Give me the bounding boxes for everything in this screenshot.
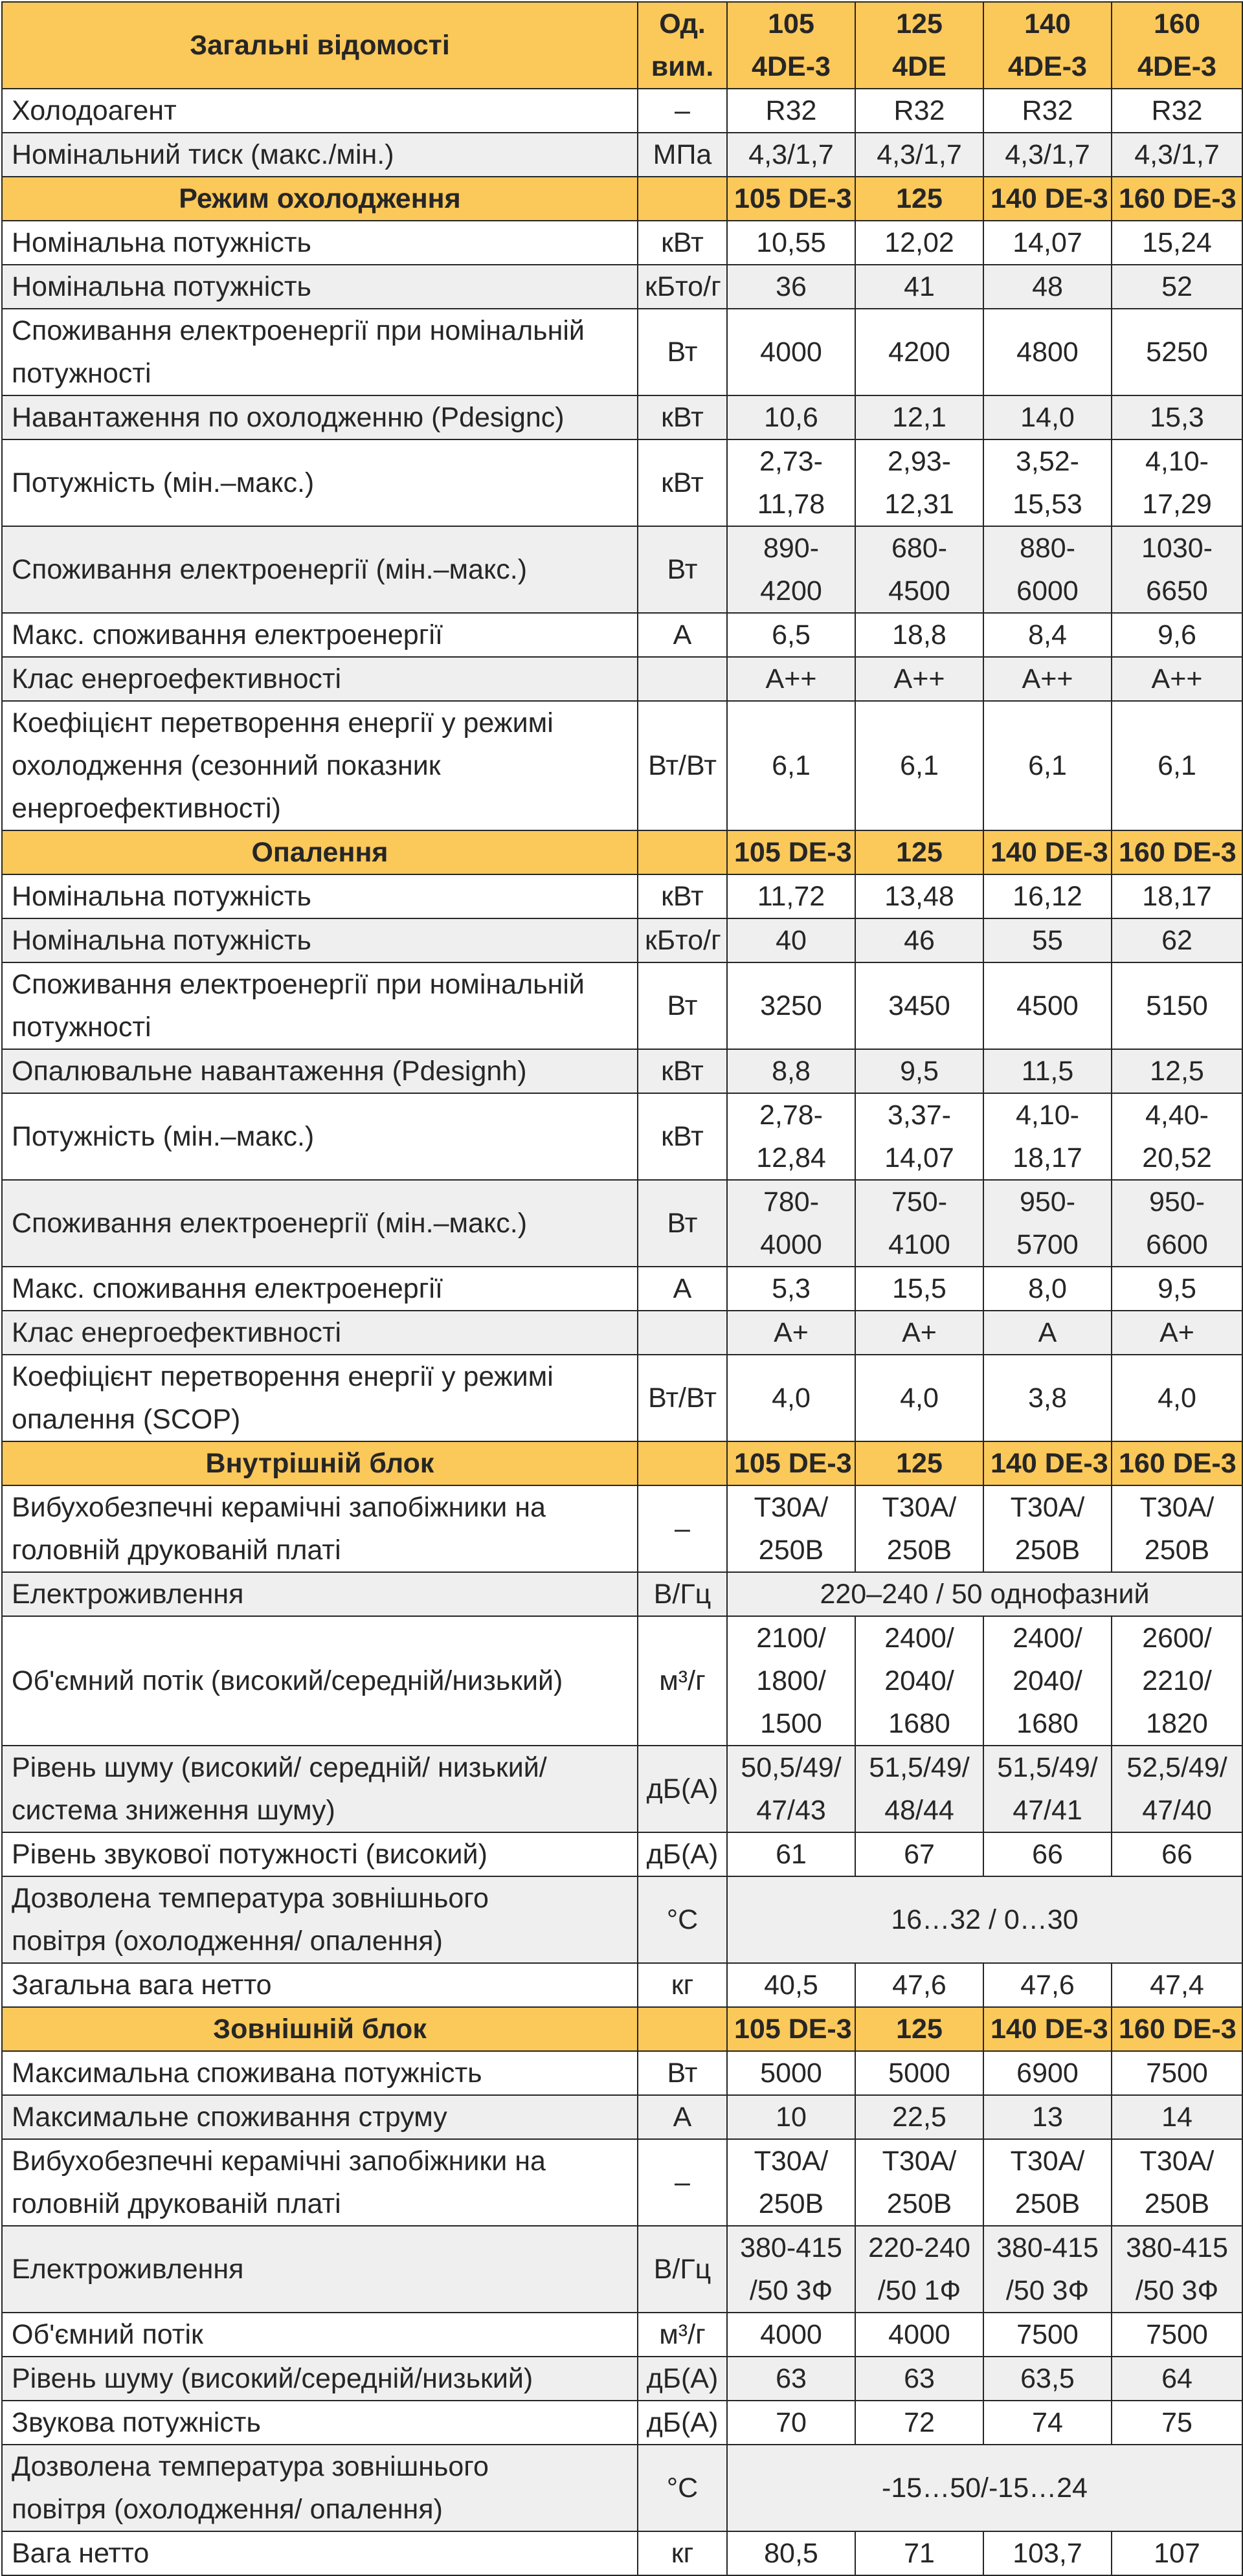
section-model: 105 DE-3 xyxy=(727,2007,855,2051)
value-cell: 6,1 xyxy=(727,701,855,830)
table-row xyxy=(2,1355,1242,1441)
unit-cell: дБ(А) xyxy=(638,1746,727,1832)
table-row xyxy=(2,1485,1242,1572)
header-model: 140 4DE-3 xyxy=(983,2,1112,89)
value-cell: 3450 xyxy=(855,962,983,1049)
table-row xyxy=(2,439,1242,526)
value-cell: 7500 xyxy=(1112,2313,1242,2357)
value-cell: 12,5 xyxy=(1112,1049,1242,1093)
table-row xyxy=(2,613,1242,657)
table-row xyxy=(2,395,1242,439)
value-cell: 75 xyxy=(1112,2401,1242,2445)
value-cell: A xyxy=(983,1311,1112,1355)
value-cell: 51,5/49/ 47/41 xyxy=(983,1746,1112,1832)
param-label: Коефіцієнт перетворення енергії у режимі охолодження (сезонний показник енергоефективності) xyxy=(2,701,638,830)
param-label: Загальна вага нетто xyxy=(2,1963,638,2007)
value-cell: 5,3 xyxy=(727,1267,855,1311)
param-label: Рівень шуму (високий/середній/низький) xyxy=(2,2357,638,2401)
value-cell: 2600/ 2210/ 1820 xyxy=(1112,1616,1242,1746)
value-cell: 220-240 /50 1Ф xyxy=(855,2226,983,2313)
unit-cell: кВт xyxy=(638,1093,727,1180)
value-cell: 8,8 xyxy=(727,1049,855,1093)
value-cell: 14,07 xyxy=(983,221,1112,265)
value-cell: 380-415 /50 3Ф xyxy=(1112,2226,1242,2313)
section-model: 105 DE-3 xyxy=(727,1441,855,1485)
value-cell: 880- 6000 xyxy=(983,526,1112,613)
merged-value-cell: -15…50/-15…24 xyxy=(727,2445,1242,2531)
value-cell: A+ xyxy=(1112,1311,1242,1355)
table-row xyxy=(2,1832,1242,1876)
unit-cell: °C xyxy=(638,2445,727,2531)
value-cell: 380-415 /50 3Ф xyxy=(983,2226,1112,2313)
value-cell: 13,48 xyxy=(855,874,983,918)
section-title: Зовнішній блок xyxy=(2,2007,638,2051)
section-unit-cell xyxy=(638,177,727,221)
unit-cell: дБ(А) xyxy=(638,1832,727,1876)
value-cell: 5250 xyxy=(1112,309,1242,395)
section-title: Опалення xyxy=(2,830,638,874)
table-row xyxy=(2,1963,1242,2007)
value-cell: 64 xyxy=(1112,2357,1242,2401)
unit-cell: Вт/Вт xyxy=(638,1355,727,1441)
table-row xyxy=(2,657,1242,701)
value-cell: A+ xyxy=(855,1311,983,1355)
param-label: Максимальна споживана потужність xyxy=(2,2051,638,2095)
merged-value-cell: 220–240 / 50 однофазний xyxy=(727,1572,1242,1616)
param-label: Об'ємний потік xyxy=(2,2313,638,2357)
section-model: 125 xyxy=(855,1441,983,1485)
value-cell: 9,5 xyxy=(1112,1267,1242,1311)
table-row xyxy=(2,2139,1242,2226)
table-row xyxy=(2,701,1242,830)
value-cell: 74 xyxy=(983,2401,1112,2445)
value-cell: 3,8 xyxy=(983,1355,1112,1441)
value-cell: 4000 xyxy=(727,309,855,395)
value-cell: T30A/ 250В xyxy=(983,2139,1112,2226)
value-cell: T30A/ 250В xyxy=(1112,2139,1242,2226)
value-cell: 4,10- 18,17 xyxy=(983,1093,1112,1180)
value-cell: 890- 4200 xyxy=(727,526,855,613)
table-header-row xyxy=(2,2,1242,89)
value-cell: 11,72 xyxy=(727,874,855,918)
value-cell: 4,0 xyxy=(1112,1355,1242,1441)
value-cell: 2400/ 2040/ 1680 xyxy=(855,1616,983,1746)
value-cell: A+ xyxy=(727,1311,855,1355)
table-row xyxy=(2,2051,1242,2095)
unit-cell: – xyxy=(638,1485,727,1572)
value-cell: 2400/ 2040/ 1680 xyxy=(983,1616,1112,1746)
value-cell: T30A/ 250В xyxy=(855,1485,983,1572)
value-cell: 47,6 xyxy=(855,1963,983,2007)
table-row xyxy=(2,1311,1242,1355)
value-cell: 4,0 xyxy=(855,1355,983,1441)
value-cell: 4000 xyxy=(855,2313,983,2357)
value-cell: 36 xyxy=(727,265,855,309)
value-cell: 6,1 xyxy=(983,701,1112,830)
unit-cell: кВт xyxy=(638,395,727,439)
value-cell: 15,3 xyxy=(1112,395,1242,439)
section-header-row xyxy=(2,830,1242,874)
header-model: 125 4DE xyxy=(855,2,983,89)
value-cell: 46 xyxy=(855,918,983,962)
param-label: Макс. споживання електроенергії xyxy=(2,613,638,657)
section-model: 105 DE-3 xyxy=(727,830,855,874)
section-model: 160 DE-3 xyxy=(1112,177,1242,221)
unit-cell: Вт xyxy=(638,309,727,395)
value-cell: 11,5 xyxy=(983,1049,1112,1093)
value-cell: 2100/ 1800/ 1500 xyxy=(727,1616,855,1746)
value-cell: 40,5 xyxy=(727,1963,855,2007)
spec-table xyxy=(1,1,1243,2576)
unit-cell: Вт xyxy=(638,1180,727,1267)
param-label: Номінальна потужність xyxy=(2,265,638,309)
section-title: Внутрішній блок xyxy=(2,1441,638,1485)
value-cell: 3250 xyxy=(727,962,855,1049)
unit-cell: МПа xyxy=(638,133,727,177)
value-cell: A++ xyxy=(855,657,983,701)
table-row xyxy=(2,1616,1242,1746)
table-row xyxy=(2,1572,1242,1616)
merged-value-cell: 16…32 / 0…30 xyxy=(727,1876,1242,1963)
value-cell: 7500 xyxy=(983,2313,1112,2357)
value-cell: 80,5 xyxy=(727,2531,855,2575)
section-title: Режим охолодження xyxy=(2,177,638,221)
param-label: Споживання електроенергії при номінальній потужності xyxy=(2,962,638,1049)
unit-cell: кВт xyxy=(638,439,727,526)
value-cell: 10 xyxy=(727,2095,855,2139)
value-cell: 3,52- 15,53 xyxy=(983,439,1112,526)
value-cell: 9,6 xyxy=(1112,613,1242,657)
value-cell: 4,3/1,7 xyxy=(855,133,983,177)
table-row xyxy=(2,1876,1242,1963)
table-row xyxy=(2,918,1242,962)
value-cell: 63 xyxy=(727,2357,855,2401)
value-cell: 380-415 /50 3Ф xyxy=(727,2226,855,2313)
unit-cell: кБто/г xyxy=(638,918,727,962)
unit-cell: – xyxy=(638,2139,727,2226)
value-cell: 15,24 xyxy=(1112,221,1242,265)
value-cell: 4,3/1,7 xyxy=(1112,133,1242,177)
value-cell: 6,1 xyxy=(855,701,983,830)
value-cell: T30A/ 250В xyxy=(855,2139,983,2226)
table-row xyxy=(2,2095,1242,2139)
value-cell: R32 xyxy=(855,89,983,133)
value-cell: 4000 xyxy=(727,2313,855,2357)
unit-cell: кг xyxy=(638,2531,727,2575)
value-cell: 9,5 xyxy=(855,1049,983,1093)
param-label: Потужність (мін.–макс.) xyxy=(2,1093,638,1180)
value-cell: 47,6 xyxy=(983,1963,1112,2007)
header-model: 160 4DE-3 xyxy=(1112,2,1242,89)
section-model: 125 xyxy=(855,830,983,874)
param-label: Клас енергоефективності xyxy=(2,1311,638,1355)
unit-cell: Вт xyxy=(638,962,727,1049)
value-cell: 12,1 xyxy=(855,395,983,439)
section-model: 160 DE-3 xyxy=(1112,2007,1242,2051)
unit-cell: м³/г xyxy=(638,1616,727,1746)
value-cell: 61 xyxy=(727,1832,855,1876)
section-model: 160 DE-3 xyxy=(1112,830,1242,874)
value-cell: 4800 xyxy=(983,309,1112,395)
param-label: Електроживлення xyxy=(2,2226,638,2313)
value-cell: 51,5/49/ 48/44 xyxy=(855,1746,983,1832)
value-cell: 22,5 xyxy=(855,2095,983,2139)
section-model: 140 DE-3 xyxy=(983,177,1112,221)
value-cell: 62 xyxy=(1112,918,1242,962)
value-cell: 4,3/1,7 xyxy=(983,133,1112,177)
unit-cell: кВт xyxy=(638,1049,727,1093)
value-cell: 52,5/49/ 47/40 xyxy=(1112,1746,1242,1832)
param-label: Номінальна потужність xyxy=(2,874,638,918)
param-label: Споживання електроенергії при номінальній потужності xyxy=(2,309,638,395)
value-cell: 70 xyxy=(727,2401,855,2445)
table-row xyxy=(2,2313,1242,2357)
value-cell: T30A/ 250В xyxy=(983,1485,1112,1572)
unit-cell: В/Гц xyxy=(638,2226,727,2313)
value-cell: 50,5/49/ 47/43 xyxy=(727,1746,855,1832)
value-cell: 48 xyxy=(983,265,1112,309)
value-cell: 4500 xyxy=(983,962,1112,1049)
header-title: Загальні відомості xyxy=(2,2,638,89)
value-cell: 6,5 xyxy=(727,613,855,657)
table-row xyxy=(2,1746,1242,1832)
unit-cell: А xyxy=(638,613,727,657)
value-cell: 16,12 xyxy=(983,874,1112,918)
param-label: Холодоагент xyxy=(2,89,638,133)
unit-cell: Вт xyxy=(638,2051,727,2095)
section-model: 140 DE-3 xyxy=(983,2007,1112,2051)
unit-cell: дБ(А) xyxy=(638,2401,727,2445)
value-cell: A++ xyxy=(983,657,1112,701)
unit-cell: А xyxy=(638,2095,727,2139)
table-row xyxy=(2,874,1242,918)
table-row xyxy=(2,2531,1242,2575)
param-label: Вага нетто xyxy=(2,2531,638,2575)
section-unit-cell xyxy=(638,830,727,874)
value-cell: 4,40- 20,52 xyxy=(1112,1093,1242,1180)
value-cell: 6900 xyxy=(983,2051,1112,2095)
param-label: Звукова потужність xyxy=(2,2401,638,2445)
value-cell: A++ xyxy=(1112,657,1242,701)
value-cell: 2,93- 12,31 xyxy=(855,439,983,526)
param-label: Електроживлення xyxy=(2,1572,638,1616)
unit-cell: °C xyxy=(638,1876,727,1963)
param-label: Споживання електроенергії (мін.–макс.) xyxy=(2,526,638,613)
value-cell: 107 xyxy=(1112,2531,1242,2575)
unit-cell: А xyxy=(638,1267,727,1311)
section-model: 140 DE-3 xyxy=(983,830,1112,874)
value-cell: 15,5 xyxy=(855,1267,983,1311)
param-label: Максимальне споживання струму xyxy=(2,2095,638,2139)
value-cell: 1030- 6650 xyxy=(1112,526,1242,613)
value-cell: 5150 xyxy=(1112,962,1242,1049)
value-cell: 66 xyxy=(1112,1832,1242,1876)
value-cell: R32 xyxy=(1112,89,1242,133)
param-label: Об'ємний потік (високий/середній/низький) xyxy=(2,1616,638,1746)
value-cell: 67 xyxy=(855,1832,983,1876)
section-unit-cell xyxy=(638,2007,727,2051)
value-cell: 10,6 xyxy=(727,395,855,439)
value-cell: 7500 xyxy=(1112,2051,1242,2095)
value-cell: 52 xyxy=(1112,265,1242,309)
param-label: Рівень шуму (високий/ середній/ низький/ система зниження шуму) xyxy=(2,1746,638,1832)
value-cell: 4200 xyxy=(855,309,983,395)
table-row xyxy=(2,1180,1242,1267)
param-label: Дозволена температура зовнішнього повітря (охолодження/ опалення) xyxy=(2,1876,638,1963)
value-cell: 4,3/1,7 xyxy=(727,133,855,177)
value-cell: 950- 5700 xyxy=(983,1180,1112,1267)
section-header-row xyxy=(2,1441,1242,1485)
param-label: Номінальний тиск (макс./мін.) xyxy=(2,133,638,177)
section-model: 140 DE-3 xyxy=(983,1441,1112,1485)
section-model: 105 DE-3 xyxy=(727,177,855,221)
value-cell: 4,0 xyxy=(727,1355,855,1441)
value-cell: 13 xyxy=(983,2095,1112,2139)
value-cell: 71 xyxy=(855,2531,983,2575)
value-cell: T30A/ 250В xyxy=(727,1485,855,1572)
unit-cell: Вт/Вт xyxy=(638,701,727,830)
param-label: Вибухобезпечні керамічні запобіжники на головній друкованій платі xyxy=(2,2139,638,2226)
param-label: Опалювальне навантаження (Pdesignh) xyxy=(2,1049,638,1093)
table-row xyxy=(2,89,1242,133)
value-cell: 14,0 xyxy=(983,395,1112,439)
unit-cell xyxy=(638,657,727,701)
section-model: 160 DE-3 xyxy=(1112,1441,1242,1485)
value-cell: 5000 xyxy=(855,2051,983,2095)
table-row xyxy=(2,309,1242,395)
value-cell: T30A/ 250В xyxy=(1112,1485,1242,1572)
unit-cell xyxy=(638,1311,727,1355)
table-row xyxy=(2,1049,1242,1093)
value-cell: 12,02 xyxy=(855,221,983,265)
table-row xyxy=(2,2357,1242,2401)
value-cell: 680- 4500 xyxy=(855,526,983,613)
value-cell: 6,1 xyxy=(1112,701,1242,830)
unit-cell: кВт xyxy=(638,221,727,265)
value-cell: 55 xyxy=(983,918,1112,962)
table-row xyxy=(2,2401,1242,2445)
value-cell: R32 xyxy=(983,89,1112,133)
param-label: Номінальна потужність xyxy=(2,221,638,265)
value-cell: 8,0 xyxy=(983,1267,1112,1311)
unit-cell: В/Гц xyxy=(638,1572,727,1616)
table-row xyxy=(2,2226,1242,2313)
param-label: Рівень звукової потужності (високий) xyxy=(2,1832,638,1876)
value-cell: 66 xyxy=(983,1832,1112,1876)
value-cell: 72 xyxy=(855,2401,983,2445)
unit-cell: кВт xyxy=(638,874,727,918)
value-cell: 780- 4000 xyxy=(727,1180,855,1267)
param-label: Клас енергоефективності xyxy=(2,657,638,701)
unit-cell: м³/г xyxy=(638,2313,727,2357)
header-model: 105 4DE-3 xyxy=(727,2,855,89)
value-cell: 103,7 xyxy=(983,2531,1112,2575)
value-cell: A++ xyxy=(727,657,855,701)
value-cell: 41 xyxy=(855,265,983,309)
section-header-row xyxy=(2,2007,1242,2051)
unit-cell: кБто/г xyxy=(638,265,727,309)
unit-cell: – xyxy=(638,89,727,133)
table-row xyxy=(2,962,1242,1049)
unit-cell: кг xyxy=(638,1963,727,2007)
value-cell: 14 xyxy=(1112,2095,1242,2139)
value-cell: 10,55 xyxy=(727,221,855,265)
value-cell: 2,78- 12,84 xyxy=(727,1093,855,1180)
value-cell: 5000 xyxy=(727,2051,855,2095)
section-model: 125 xyxy=(855,2007,983,2051)
param-label: Вибухобезпечні керамічні запобіжники на головній друкованій платі xyxy=(2,1485,638,1572)
table-row xyxy=(2,2445,1242,2531)
header-unit: Од. вим. xyxy=(638,2,727,89)
table-row xyxy=(2,133,1242,177)
section-model: 125 xyxy=(855,177,983,221)
table-row xyxy=(2,526,1242,613)
value-cell: 750- 4100 xyxy=(855,1180,983,1267)
param-label: Потужність (мін.–макс.) xyxy=(2,439,638,526)
param-label: Дозволена температура зовнішнього повітря (охолодження/ опалення) xyxy=(2,2445,638,2531)
value-cell: 18,17 xyxy=(1112,874,1242,918)
value-cell: R32 xyxy=(727,89,855,133)
value-cell: 3,37- 14,07 xyxy=(855,1093,983,1180)
section-unit-cell xyxy=(638,1441,727,1485)
value-cell: 63 xyxy=(855,2357,983,2401)
value-cell: 47,4 xyxy=(1112,1963,1242,2007)
param-label: Споживання електроенергії (мін.–макс.) xyxy=(2,1180,638,1267)
param-label: Коефіцієнт перетворення енергії у режимі опалення (SCOP) xyxy=(2,1355,638,1441)
param-label: Макс. споживання електроенергії xyxy=(2,1267,638,1311)
section-header-row xyxy=(2,177,1242,221)
value-cell: 4,10- 17,29 xyxy=(1112,439,1242,526)
table-row xyxy=(2,1267,1242,1311)
value-cell: 63,5 xyxy=(983,2357,1112,2401)
value-cell: 18,8 xyxy=(855,613,983,657)
table-row xyxy=(2,1093,1242,1180)
value-cell: 40 xyxy=(727,918,855,962)
param-label: Навантаження по охолодженню (Pdesignc) xyxy=(2,395,638,439)
value-cell: 8,4 xyxy=(983,613,1112,657)
value-cell: 950- 6600 xyxy=(1112,1180,1242,1267)
table-row xyxy=(2,265,1242,309)
param-label: Номінальна потужність xyxy=(2,918,638,962)
value-cell: T30A/ 250В xyxy=(727,2139,855,2226)
unit-cell: Вт xyxy=(638,526,727,613)
table-row xyxy=(2,221,1242,265)
value-cell: 2,73- 11,78 xyxy=(727,439,855,526)
unit-cell: дБ(А) xyxy=(638,2357,727,2401)
